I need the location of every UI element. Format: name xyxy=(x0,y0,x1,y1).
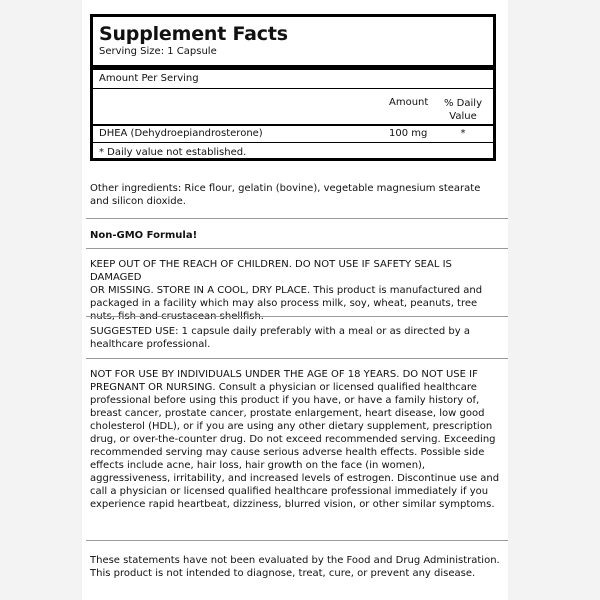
usage-warning: NOT FOR USE BY INDIVIDUALS UNDER THE AGE OF 18 YEARS. DO NOT USE IF PREGNANT OR NURSING. Consult a physician or licensed qualified healthcare professional before using this product if you have, or have a family history of, breast cancer, prostate cancer, prostate enlargement, heart disease, low good cholesterol (HDL), or if you are using any other dietary supplement, prescription drug, or over-the-counter drug. Do not exceed recommended serving. Exceeding recommended serving may cause serious adverse health effects. Possible side effects include acne, hair loss, hair growth on the face (in women), aggressiveness, irritability, and increased levels of estrogen. Discontinue use and call a physician or licensed qualified healthcare professional immediately if you experience rapid heartbeat, dizziness, blurred vision, or other similar symptoms. xyxy=(90,369,500,510)
section-divider xyxy=(86,248,508,249)
other-ingredients: Other ingredients: Rice flour, gelatin (bovine), vegetable magnesium stearate and silicon dioxide. xyxy=(90,183,481,207)
ingredient-name: DHEA (Dehydroepiandrosterone) xyxy=(99,128,263,139)
suggested-use: SUGGESTED USE: 1 capsule daily preferably with a meal or as directed by a healthcare professional. xyxy=(90,326,470,350)
section-divider xyxy=(86,358,508,359)
section-divider xyxy=(86,540,508,541)
non-gmo-statement: Non-GMO Formula! xyxy=(90,230,198,241)
amount-per-serving: Amount Per Serving xyxy=(99,73,199,84)
facts-title: Supplement Facts xyxy=(99,23,288,45)
section-divider xyxy=(86,316,508,317)
thin-divider xyxy=(93,88,493,89)
ingredient-amount: 100 mg xyxy=(389,128,428,139)
medium-divider xyxy=(93,124,493,126)
thin-divider xyxy=(93,142,493,143)
ingredient-daily-value: * xyxy=(460,128,466,139)
daily-value-footnote: * Daily value not established. xyxy=(99,147,247,158)
storage-warning: KEEP OUT OF THE REACH OF CHILDREN. DO NOT USE IF SAFETY SEAL IS DAMAGED OR MISSING. STORE IN A COOL, DRY PLACE. This product is manufactured and packaged in a facility which may also process milk, soy, wheat, peanuts, tree xyxy=(90,259,483,309)
serving-size: Serving Size: 1 Capsule xyxy=(99,46,217,57)
column-header-amount: Amount xyxy=(389,97,429,108)
column-header-daily-value: % Daily Value xyxy=(444,98,482,122)
fda-disclaimer: These statements have not been evaluated by the Food and Drug Administration. This product is not intended to diagnose, treat, cure, or prevent any disease. xyxy=(90,555,500,579)
thick-divider xyxy=(93,65,493,70)
section-divider xyxy=(86,218,508,219)
supplement-facts-panel xyxy=(90,14,496,161)
